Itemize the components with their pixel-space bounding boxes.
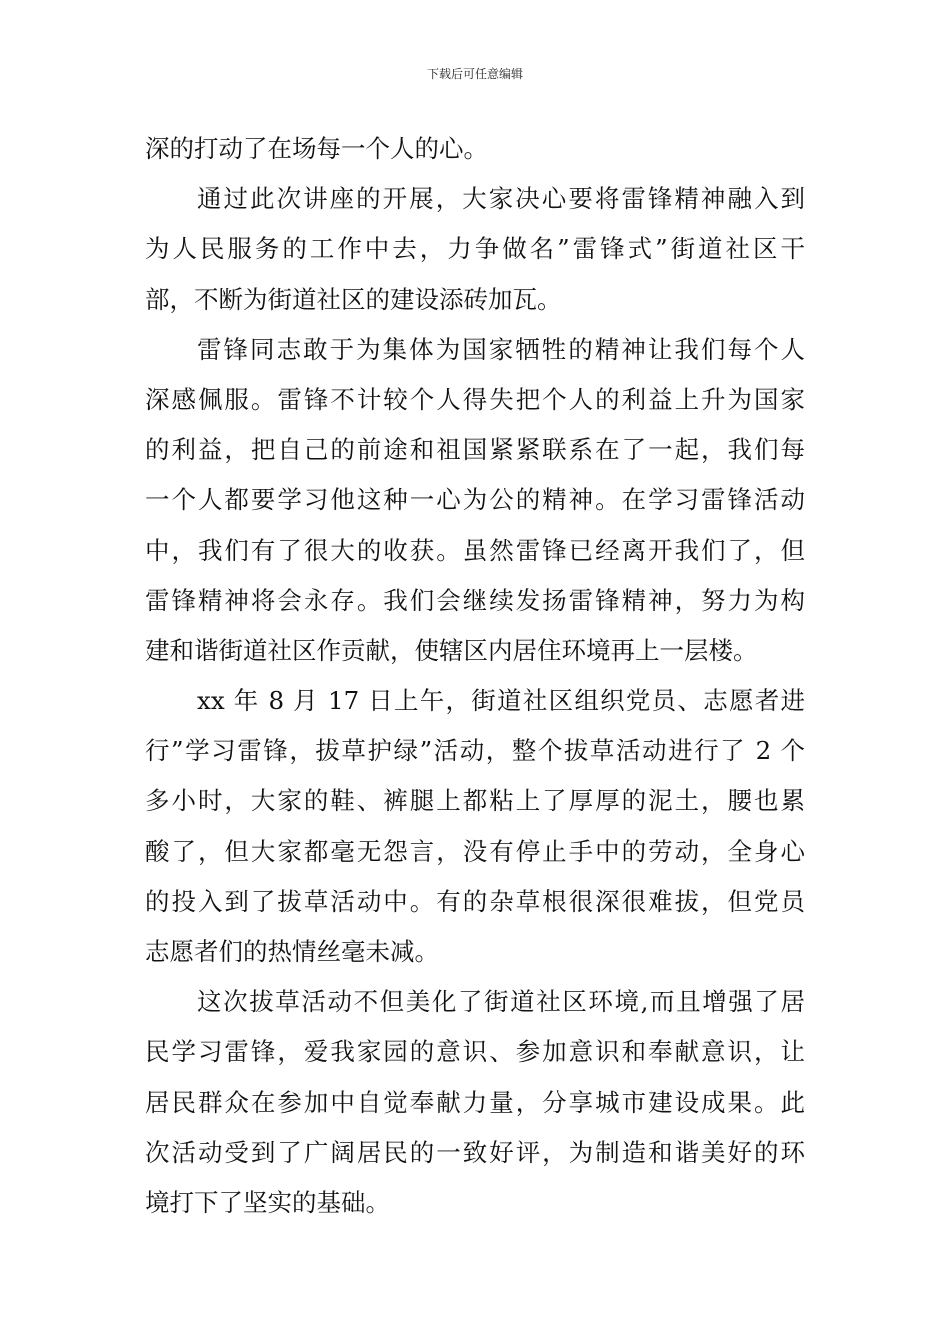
text-line: 境打下了坚实的基础。 — [145, 1187, 390, 1217]
text-line: xx 年 8 月 17 日上午，街道社区组织党员、志愿者进 — [197, 686, 805, 716]
text-line: 民学习雷锋，爱我家园的意识、参加意识和奉献意识，让 — [145, 1037, 805, 1067]
text-line: 雷锋精神将会永存。我们会继续发扬雷锋精神，努力为构 — [145, 585, 805, 615]
text-line: 酸了，但大家都毫无怨言，没有停止手中的劳动，全身心 — [145, 836, 805, 866]
text-line: 通过此次讲座的开展，大家决心要将雷锋精神融入到 — [197, 184, 805, 214]
text-line: 一个人都要学习他这种一心为公的精神。在学习雷锋活动 — [145, 485, 805, 515]
text-line: 志愿者们的热情丝毫未减。 — [145, 937, 439, 966]
text-line: 深的打动了在场每一个人的心。 — [145, 134, 488, 163]
text-line: 雷锋同志敢于为集体为国家牺牲的精神让我们每个人 — [197, 334, 805, 364]
text-line: 为人民服务的工作中去，力争做名”雷锋式”街道社区干 — [145, 234, 805, 264]
text-line: 行”学习雷锋，拔草护绿”活动，整个拔草活动进行了 2 个 — [145, 736, 805, 766]
text-line: 多小时，大家的鞋、裤腿上都粘上了厚厚的泥土，腰也累 — [145, 786, 805, 816]
text-line: 这次拔草活动不但美化了街道社区环境,而且增强了居 — [197, 987, 805, 1017]
document-body — [145, 124, 805, 1228]
text-line: 居民群众在参加中自觉奉献力量，分享城市建设成果。此 — [145, 1087, 805, 1117]
text-line: 次活动受到了广阔居民的一致好评，为制造和谐美好的环 — [145, 1137, 805, 1167]
text-line: 的投入到了拔草活动中。有的杂草根很深很难拔，但党员 — [145, 886, 805, 916]
page-header: 下载后可任意编辑 — [426, 67, 523, 81]
text-line: 的利益，把自己的前途和祖国紧紧联系在了一起，我们每 — [145, 435, 805, 465]
text-line: 深感佩服。雷锋不计较个人得失把个人的利益上升为国家 — [145, 384, 805, 414]
text-line: 部，不断为街道社区的建设添砖加瓦。 — [145, 284, 562, 314]
text-line: 建和谐街道社区作贡献，使辖区内居住环境再上一层楼。 — [145, 635, 758, 665]
text-line: 中，我们有了很大的收获。虽然雷锋已经离开我们了，但 — [145, 535, 805, 565]
